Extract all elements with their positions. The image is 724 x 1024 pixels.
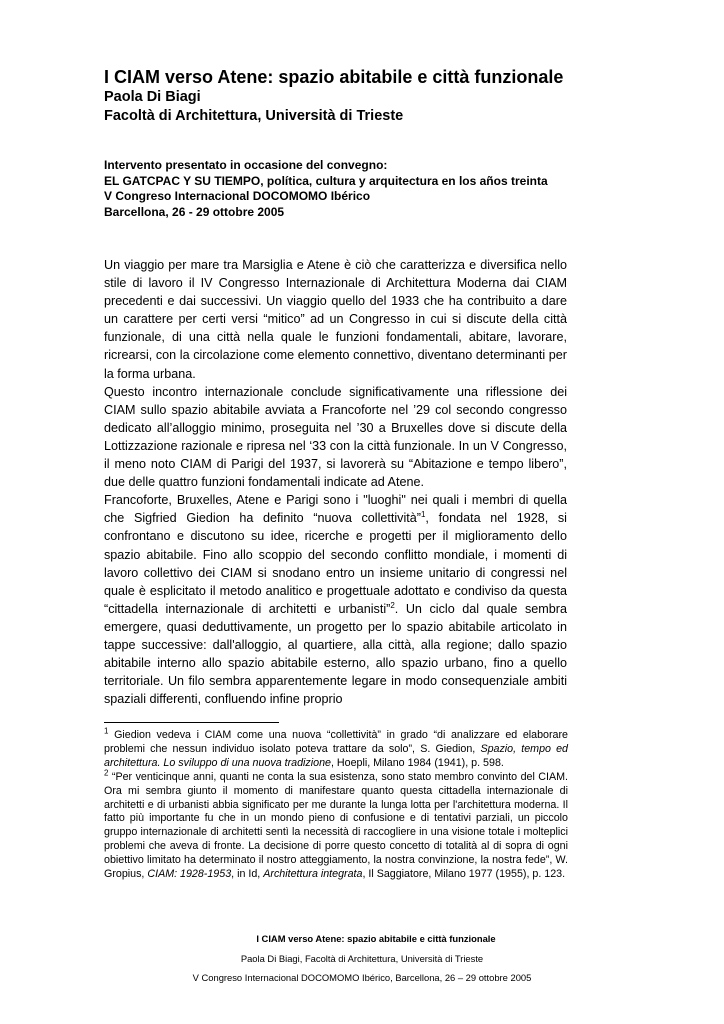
conference-name: V Congreso Internacional DOCOMOMO Ibérico bbox=[104, 189, 371, 203]
conference-info bbox=[104, 158, 624, 220]
footnote-book-title: Architettura integrata bbox=[263, 868, 363, 881]
author-name: Paola Di Biagi bbox=[104, 89, 201, 105]
conference-title: EL GATCPAC Y SU TIEMPO, política, cultura y arquitectura en los años treinta bbox=[104, 173, 548, 188]
author-affiliation: Facoltà di Architettura, Università di Trieste bbox=[104, 108, 404, 124]
footnote-text: , in Id, bbox=[231, 868, 264, 881]
footer-author: Paola Di Biagi, Facoltà di Architettura, Università di Trieste bbox=[240, 952, 484, 964]
footnote-ref-1[interactable]: 1 bbox=[420, 510, 426, 520]
footnote-2 bbox=[104, 768, 568, 882]
paragraph-text: Francoforte, Bruxelles, Atene e Parigi sono i "luoghi" nei quali i membri di quella che Sigfried Giedion ha definito “nuova collettività” bbox=[104, 493, 567, 526]
document-title: I CIAM verso Atene: spazio abitabile e città funzionale bbox=[104, 67, 564, 87]
paragraph-text: . Un ciclo dal quale sembra emergere, quasi deduttivamente, un progetto per lo spazio abitabile articolato in tappe successive: dall'alloggio, al quartiere, alla città, alla regione; dallo spazio abitabile interno allo spazio abitabile esterno, allo spazio urbano, fino a quello territoriale. Un filo sembra apparentemente legare in modo consequenziale ambiti spaziali differenti, confluendo infine proprio bbox=[104, 601, 567, 707]
footer-title bbox=[0, 929, 724, 949]
paragraph: Un viaggio per mare tra Marsiglia e Atene è ciò che caratterizza e diversifica nello stile di lavoro il IV Congresso Internazionale di Architettura Moderna dai CIAM precedenti e dai successivi. Un viaggio quello del 1933 che ha contribuito a dare un carattere per certi versi “mitico” ad un Congresso in cui si discute della città funzionale, di una città nella quale le funzioni fondamentali, abitare, lavorare, ricrearsi, con la circolazione come elemento connettivo, diventano determinanti per la forma urbana. bbox=[104, 258, 567, 381]
footnote-book-title: CIAM: 1928-1953 bbox=[147, 868, 232, 881]
footnote-mark: 1 bbox=[104, 726, 109, 736]
body-text bbox=[104, 256, 567, 708]
footnote-ref-2[interactable]: 2 bbox=[390, 600, 395, 610]
conference-intro-line: Intervento presentato in occasione del convegno: bbox=[104, 158, 388, 172]
document-header bbox=[104, 66, 624, 126]
footnote-text: , Hoepli, Milano 1984 (1941), p. 598. bbox=[330, 756, 504, 769]
footnote-1 bbox=[104, 726, 569, 771]
paragraph bbox=[104, 491, 567, 708]
footnote-book-title: Spazio, tempo ed architettura. Lo sviluppo di una nuova tradizione bbox=[104, 742, 569, 769]
conference-place-date: Barcellona, 26 - 29 ottobre 2005 bbox=[104, 204, 285, 219]
footnote-divider bbox=[104, 722, 279, 723]
footnotes bbox=[104, 726, 569, 882]
paragraph-text: , fondata nel 1928, si confrontano e discutono su idee, ricerche e progetti per il miglioramento dello spazio abitabile. Fino allo scoppio del secondo conflitto mondiale, i momenti di lavoro collettivo dei CIAM si snodano entro un insieme unitario di congressi nel quale è esplicitato il metodo analitico e progettuale adottato e condiviso da questa “cittadella internazionale di architetti e urbanisti” bbox=[104, 511, 567, 616]
paragraph: Questo incontro internazionale conclude significativamente una riflessione dei CIAM sullo spazio abitabile avviata a Francoforte nel ’29 col secondo congresso dedicato all’alloggio minimo, proseguita nel ’30 a Bruxelles dove si discute della Lottizzazione razionale e ripresa nel ‘33 con la città funzionale. In un V Congresso, il meno noto CIAM di Parigi del 1937, si lavorerà su “Abitazione e tempo libero”, due delle quattro funzioni fondamentali indicate ad Atene. bbox=[104, 384, 567, 490]
footnote-text: , Il Saggiatore, Milano 1977 (1955), p. 123. bbox=[362, 868, 566, 881]
footnote-text: Giedion vedeva i CIAM come una nuova “collettività” in grado “di analizzare ed elaborare problemi che nessun individuo isolato poteva trattare da solo”, S. Giedion, bbox=[104, 729, 568, 755]
footer-title-text: I CIAM verso Atene: spazio abitabile e città funzionale bbox=[256, 933, 496, 944]
footnote-text: “Per venticinque anni, quanti ne conta la sua esistenza, sono stato membro convinto del CIAM. Ora mi sembra giunto il momento di manifestare quanto questa cittadella internazionale di architetti e di urbanisti abbia significato per me durante la lunga lotta per l'architettura moderna. Il fatto più importante fu che in un mondo pieno di confusione e di tentativi parziali, un piccolo gruppo internazionale di architetti sentì la necessità di raccogliere in una visione totale i molteplici problemi che aveva di fronte. La decisione di porre questo concetto di totalità al di sopra di ogni obiettivo limitato ha determinato il nostro atteggiamento, la nostra convinzione, la nostra fede”, W. Gropius, bbox=[104, 770, 568, 881]
footer-conference: V Congreso Internacional DOCOMOMO Ibérico, Barcellona, 26 – 29 ottobre 2005 bbox=[192, 972, 532, 983]
footnote-mark: 2 bbox=[104, 768, 109, 778]
page-footer bbox=[0, 929, 724, 988]
